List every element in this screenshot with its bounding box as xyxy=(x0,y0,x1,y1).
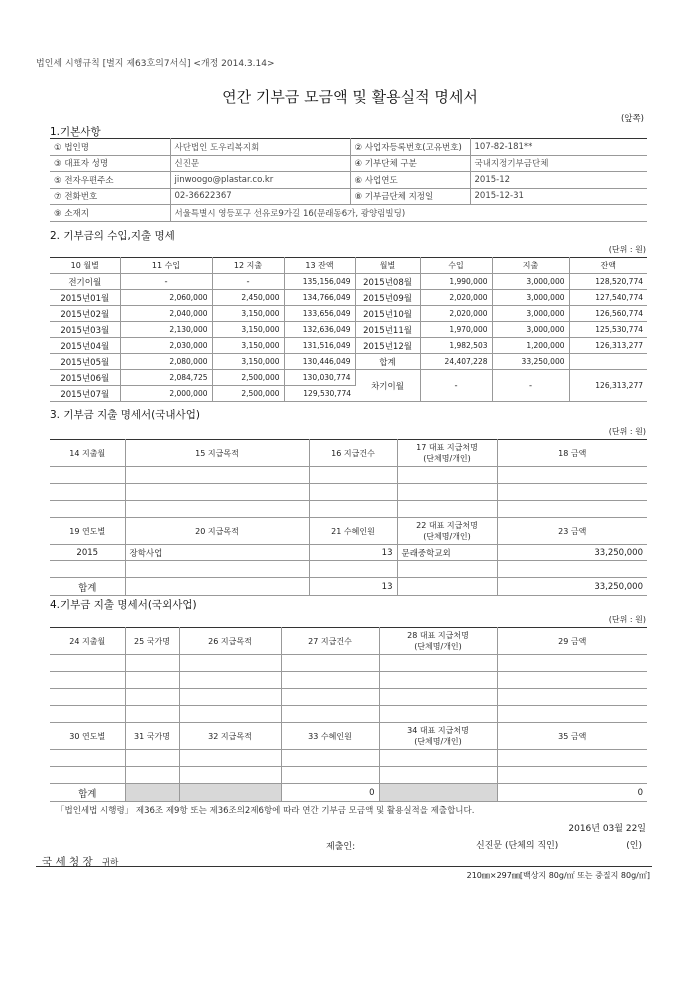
unit-label: (단위 : 원) xyxy=(608,245,646,254)
col-header: 10 월별 xyxy=(50,258,120,274)
month: 2015년06월 xyxy=(50,370,120,386)
balance: 131,516,049 xyxy=(284,338,355,354)
balance: 129,530,774 xyxy=(284,386,355,402)
month: 2015년05월 xyxy=(50,354,120,370)
col-header: 34 대표 지급처명 (단체명/개인) xyxy=(379,723,497,750)
income: 1,982,503 xyxy=(420,338,492,354)
overseas-expense-table xyxy=(50,627,647,802)
addressee-name: 국 세 청 장 xyxy=(42,856,93,868)
col-header: 17 대표 지급처명 (단체명/개인) xyxy=(397,440,497,467)
section4-heading: 4.기부금 지출 명세서(국외사업) xyxy=(50,599,197,611)
col-header: 23 금액 xyxy=(497,518,647,545)
table-row xyxy=(50,274,647,290)
col-header: 18 금액 xyxy=(497,440,647,467)
table-header-row xyxy=(50,440,647,467)
addressee-honorific: 귀하 xyxy=(101,858,119,868)
carry-balance: 126,313,277 xyxy=(569,370,647,402)
balance: 125,530,774 xyxy=(569,322,647,338)
label: ⑥ 사업연도 xyxy=(350,172,470,189)
value: 107-82-181** xyxy=(470,139,647,156)
empty-row xyxy=(50,561,647,578)
total-amount: 0 xyxy=(497,784,647,802)
paper-spec: 210㎜×297㎜[백상지 80g/㎡ 또는 중질지 80g/㎡] xyxy=(466,871,650,880)
table-row xyxy=(50,545,647,561)
balance: 133,656,049 xyxy=(284,306,355,322)
expense: 3,000,000 xyxy=(492,274,569,290)
total-amount: 33,250,000 xyxy=(497,578,647,596)
seal-mark: (인) xyxy=(626,841,642,851)
col-header: 21 수혜인원 xyxy=(309,518,397,545)
month: 2015년01월 xyxy=(50,290,120,306)
expense: 2,500,000 xyxy=(212,386,284,402)
page-title: 연간 기부금 모금액 및 활용실적 명세서 xyxy=(222,88,478,106)
value: 2015-12 xyxy=(470,172,647,189)
table-row xyxy=(50,290,647,306)
col-header: 20 지급목적 xyxy=(125,518,309,545)
label: ⑦ 전화번호 xyxy=(50,188,170,205)
balance: 127,540,774 xyxy=(569,290,647,306)
address-value: 서울특별시 영등포구 선유로9가길 16(문래동6가, 광양림빌딩) xyxy=(170,205,647,222)
balance: 128,520,774 xyxy=(569,274,647,290)
total-count: 13 xyxy=(309,578,397,596)
income: 2,040,000 xyxy=(120,306,212,322)
table-row xyxy=(50,354,647,370)
month: 2015년12월 xyxy=(355,338,420,354)
unit-label: (단위 : 원) xyxy=(608,427,646,436)
month: 2015년08월 xyxy=(355,274,420,290)
balance: 126,560,774 xyxy=(569,306,647,322)
submission-date: 2016년 03월 22일 xyxy=(568,824,646,834)
col-header: 잔액 xyxy=(569,258,647,274)
empty-row xyxy=(50,484,647,501)
submitter-label: 제출인: xyxy=(326,842,356,852)
expense: 2,500,000 xyxy=(212,370,284,386)
balance: 126,313,277 xyxy=(569,338,647,354)
col-header: 32 지급목적 xyxy=(179,723,281,750)
col-header: 30 연도별 xyxy=(50,723,125,750)
col-header: 27 지급건수 xyxy=(281,628,379,655)
label: ⑤ 전자우편주소 xyxy=(50,172,170,189)
expense: 3,150,000 xyxy=(212,338,284,354)
submission-statement: 「법인세법 시행령」 제36조 제9항 또는 제36조의2제6항에 따라 연간 기부금 모금액 및 활용실적을 제출합니다. xyxy=(56,806,475,816)
carry-expense: - xyxy=(492,370,569,402)
income: 2,084,725 xyxy=(120,370,212,386)
col-header: 11 수입 xyxy=(120,258,212,274)
month: 2015년04월 xyxy=(50,338,120,354)
table-row xyxy=(50,188,647,205)
income: 2,080,000 xyxy=(120,354,212,370)
balance: 130,446,049 xyxy=(284,354,355,370)
label: ④ 기부단체 구분 xyxy=(350,155,470,172)
total-balance xyxy=(569,354,647,370)
total-row xyxy=(50,578,647,596)
form-reference: 법인세 시행규칙 [별지 제63호의7서식] <개정 2014.3.14> xyxy=(36,59,275,69)
total-income: 24,407,228 xyxy=(420,354,492,370)
label: ② 사업자등록번호(고유번호) xyxy=(350,139,470,156)
col-header: 수입 xyxy=(420,258,492,274)
income: 1,990,000 xyxy=(420,274,492,290)
income: 2,020,000 xyxy=(420,306,492,322)
empty-row xyxy=(50,706,647,723)
table-header-row xyxy=(50,723,647,750)
submitter-name: 신진문 (단체의 직인) xyxy=(476,841,559,851)
table-row xyxy=(50,139,647,156)
divider xyxy=(36,866,652,867)
domestic-expense-table xyxy=(50,439,647,596)
expense: 3,000,000 xyxy=(492,322,569,338)
expense: 1,200,000 xyxy=(492,338,569,354)
unit-label: (단위 : 원) xyxy=(608,615,646,624)
label: ① 법인명 xyxy=(50,139,170,156)
label: ⑧ 기부금단체 지정일 xyxy=(350,188,470,205)
col-header: 28 대표 지급처명 (단체명/개인) xyxy=(379,628,497,655)
table-header-row xyxy=(50,258,647,274)
income: 2,130,000 xyxy=(120,322,212,338)
col-header: 24 지출월 xyxy=(50,628,125,655)
empty-row xyxy=(50,467,647,484)
total-label: 합계 xyxy=(50,784,125,802)
payee: 문래중학교외 xyxy=(397,545,497,561)
empty-row xyxy=(50,767,647,784)
expense: 3,000,000 xyxy=(492,290,569,306)
income-expense-table xyxy=(50,257,647,402)
total-label: 합계 xyxy=(50,578,125,596)
value: 2015-12-31 xyxy=(470,188,647,205)
table-row xyxy=(50,306,647,322)
col-header: 16 지급건수 xyxy=(309,440,397,467)
table-row xyxy=(50,370,647,386)
purpose: 장학사업 xyxy=(125,545,309,561)
balance: 130,030,774 xyxy=(284,370,355,386)
col-header: 15 지급목적 xyxy=(125,440,309,467)
col-header: 지출 xyxy=(492,258,569,274)
section2-heading: 2. 기부금의 수입,지출 명세 xyxy=(50,230,175,242)
col-header: 14 지출월 xyxy=(50,440,125,467)
col-header: 월별 xyxy=(355,258,420,274)
page-side: (앞쪽) xyxy=(620,114,644,124)
col-header: 29 금액 xyxy=(497,628,647,655)
value: jinwoogo@plastar.co.kr xyxy=(170,172,350,189)
month: 2015년07월 xyxy=(50,386,120,402)
table-row xyxy=(50,322,647,338)
table-row xyxy=(50,205,647,222)
col-header: 35 금액 xyxy=(497,723,647,750)
income: - xyxy=(120,274,212,290)
col-header: 25 국가명 xyxy=(125,628,179,655)
section3-heading: 3. 기부금 지출 명세서(국내사업) xyxy=(50,409,200,421)
expense: 2,450,000 xyxy=(212,290,284,306)
col-header: 26 지급목적 xyxy=(179,628,281,655)
total-label: 합계 xyxy=(355,354,420,370)
table-header-row xyxy=(50,628,647,655)
expense: 3,150,000 xyxy=(212,306,284,322)
income: 2,000,000 xyxy=(120,386,212,402)
value: 사단법인 도우리복지회 xyxy=(170,139,350,156)
balance: 134,766,049 xyxy=(284,290,355,306)
expense: - xyxy=(212,274,284,290)
basic-info-table xyxy=(50,138,647,222)
table-row xyxy=(50,172,647,189)
carry-income: - xyxy=(420,370,492,402)
table-row xyxy=(50,338,647,354)
expense: 3,150,000 xyxy=(212,354,284,370)
empty-row xyxy=(50,655,647,672)
expense: 3,000,000 xyxy=(492,306,569,322)
income: 2,030,000 xyxy=(120,338,212,354)
col-header: 12 지출 xyxy=(212,258,284,274)
balance: 132,636,049 xyxy=(284,322,355,338)
table-header-row xyxy=(50,518,647,545)
month: 2015년03월 xyxy=(50,322,120,338)
value: 국내지정기부금단체 xyxy=(470,155,647,172)
beneficiary-count: 13 xyxy=(309,545,397,561)
value: 02-36622367 xyxy=(170,188,350,205)
month: 2015년09월 xyxy=(355,290,420,306)
col-header: 13 잔액 xyxy=(284,258,355,274)
total-count: 0 xyxy=(281,784,379,802)
empty-row xyxy=(50,501,647,518)
empty-row xyxy=(50,689,647,706)
value: 신진문 xyxy=(170,155,350,172)
balance: 135,156,049 xyxy=(284,274,355,290)
total-row xyxy=(50,784,647,802)
income: 2,060,000 xyxy=(120,290,212,306)
month: 전기이월 xyxy=(50,274,120,290)
month: 2015년02월 xyxy=(50,306,120,322)
amount: 33,250,000 xyxy=(497,545,647,561)
month: 2015년10월 xyxy=(355,306,420,322)
income: 1,970,000 xyxy=(420,322,492,338)
empty-row xyxy=(50,750,647,767)
year: 2015 xyxy=(50,545,125,561)
income: 2,020,000 xyxy=(420,290,492,306)
total-expense: 33,250,000 xyxy=(492,354,569,370)
address-label: ⑨ 소재지 xyxy=(50,205,170,222)
col-header: 22 대표 지급처명 (단체명/개인) xyxy=(397,518,497,545)
col-header: 31 국가명 xyxy=(125,723,179,750)
label: ③ 대표자 성명 xyxy=(50,155,170,172)
table-row xyxy=(50,155,647,172)
month: 2015년11월 xyxy=(355,322,420,338)
col-header: 33 수혜인원 xyxy=(281,723,379,750)
expense: 3,150,000 xyxy=(212,322,284,338)
col-header: 19 연도별 xyxy=(50,518,125,545)
section1-heading: 1.기본사항 xyxy=(50,126,101,138)
empty-row xyxy=(50,672,647,689)
carry-label: 차기이월 xyxy=(355,370,420,402)
